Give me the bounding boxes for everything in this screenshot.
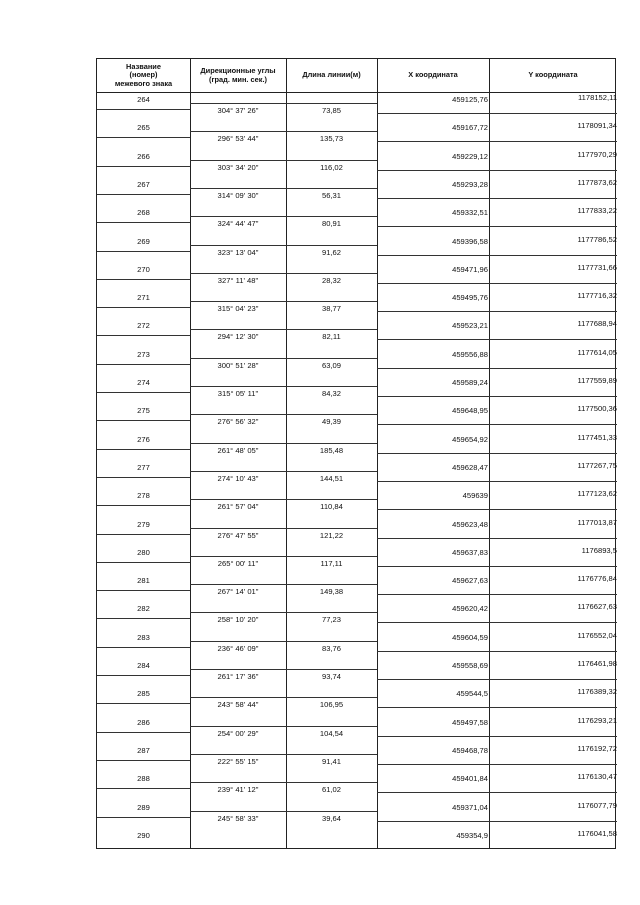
- line-length: 82,11: [322, 332, 341, 342]
- point-name: 281: [137, 576, 150, 586]
- x-coordinate: 459628,47: [452, 462, 488, 472]
- row-divider: [97, 647, 190, 648]
- direction-angle: 296° 53' 44": [217, 134, 259, 144]
- point-name: 270: [137, 264, 150, 274]
- row-divider: [97, 732, 190, 733]
- line-length: 149,38: [319, 587, 344, 597]
- direction-angle: 222° 55' 15": [217, 756, 259, 766]
- row-divider: [190, 471, 377, 472]
- row-divider: [190, 726, 377, 727]
- point-name: 288: [137, 774, 150, 784]
- x-coordinate: 459648,95: [452, 406, 488, 416]
- point-name: 287: [137, 745, 150, 755]
- y-coordinate: 1177267,75: [577, 460, 617, 470]
- row-divider: [97, 222, 190, 223]
- y-coordinate: 1176293,21: [577, 715, 617, 725]
- header-line-length: Длина линии(м): [302, 70, 361, 80]
- x-coordinate: 459167,72: [452, 123, 488, 133]
- x-coordinate: 459396,58: [452, 236, 488, 246]
- row-divider: [97, 335, 190, 336]
- y-coordinate: 1177451,33: [577, 432, 617, 442]
- row-divider: [97, 392, 190, 393]
- y-coordinate: 1176893,5: [581, 545, 617, 555]
- row-divider: [190, 245, 377, 246]
- row-divider: [97, 137, 190, 138]
- line-length: 91,41: [321, 756, 341, 766]
- x-coordinate: 459637,83: [452, 547, 488, 557]
- direction-angle: 303° 34' 20": [217, 162, 259, 172]
- direction-angle: 245° 58' 33": [217, 813, 259, 823]
- y-coordinate: 1177013,87: [577, 517, 617, 527]
- row-divider: [190, 414, 377, 415]
- row-divider: [377, 679, 617, 680]
- direction-angle: 267° 14' 01": [217, 587, 259, 597]
- row-divider: [377, 651, 617, 652]
- point-name: 274: [137, 378, 150, 387]
- direction-angle: 261° 57' 04": [217, 502, 259, 512]
- row-divider: [377, 339, 617, 340]
- point-name: 272: [137, 321, 150, 331]
- x-coordinate: 459471,96: [452, 264, 488, 274]
- line-length: 93,74: [321, 672, 341, 681]
- row-divider: [377, 566, 617, 567]
- y-coordinate: 1177614,05: [577, 347, 617, 357]
- direction-angle: 243° 58' 44": [217, 700, 259, 710]
- point-name: 290: [137, 830, 150, 840]
- row-divider: [97, 817, 190, 818]
- line-length: 83,76: [321, 643, 341, 653]
- line-length: 63,09: [321, 360, 341, 370]
- row-divider: [190, 273, 377, 274]
- direction-angle: 314° 09' 30": [217, 190, 259, 200]
- direction-angle: 258° 10' 20": [217, 615, 259, 625]
- direction-angle: 276° 56' 32": [217, 417, 259, 427]
- y-coordinate: 1177559,89: [577, 376, 617, 385]
- line-length: 61,02: [321, 785, 341, 795]
- y-coordinate: 1176461,98: [577, 659, 617, 668]
- direction-angle: 315° 05' 11": [217, 389, 259, 398]
- line-length: 117,11: [320, 558, 343, 568]
- line-length: 84,32: [321, 389, 341, 398]
- row-divider: [377, 368, 617, 369]
- y-coordinate: 1176130,47: [577, 772, 617, 782]
- row-divider: [377, 311, 617, 312]
- row-divider: [97, 534, 190, 535]
- x-coordinate: 459639: [462, 491, 488, 501]
- direction-angle: 261° 17' 36": [217, 672, 259, 681]
- y-coordinate: 1176776,84: [577, 574, 617, 584]
- row-divider: [377, 481, 617, 482]
- row-divider: [377, 255, 617, 256]
- point-name: 282: [137, 604, 150, 614]
- x-coordinate: 459125,76: [452, 95, 488, 104]
- row-divider: [190, 329, 377, 330]
- x-coordinate: 459623,48: [452, 519, 488, 529]
- row-divider: [190, 584, 377, 585]
- row-divider: [190, 697, 377, 698]
- direction-angle: 236° 46' 09": [217, 643, 259, 653]
- row-divider: [377, 707, 617, 708]
- point-name: 268: [137, 208, 150, 218]
- direction-angle: 265° 00' 11": [217, 558, 259, 568]
- row-divider: [97, 109, 190, 110]
- header-x-coordinate: X координата: [408, 70, 458, 80]
- y-coordinate: 1177970,29: [577, 149, 617, 159]
- y-coordinate: 1177786,52: [577, 234, 617, 244]
- y-coordinate: 1176552,04: [577, 630, 617, 640]
- line-length: 38,77: [321, 304, 341, 314]
- line-length: 185,48: [319, 445, 344, 455]
- x-coordinate: 459627,63: [452, 576, 488, 586]
- row-divider: [97, 505, 190, 506]
- row-divider: [97, 364, 190, 365]
- row-divider: [377, 141, 617, 142]
- line-length: 73,85: [321, 106, 341, 115]
- point-name: 275: [137, 406, 150, 416]
- row-divider: [97, 675, 190, 676]
- row-divider: [377, 594, 617, 595]
- row-divider: [97, 590, 190, 591]
- point-name: 286: [137, 717, 150, 727]
- direction-angle: 261° 48' 05": [217, 445, 259, 455]
- x-coordinate: 459604,59: [452, 632, 488, 642]
- line-length: 49,39: [321, 417, 341, 427]
- point-name: 284: [137, 661, 150, 670]
- row-divider: [377, 113, 617, 114]
- row-divider: [190, 386, 377, 387]
- point-name: 283: [137, 632, 150, 642]
- x-coordinate: 459558,69: [452, 661, 488, 670]
- x-coordinate: 459620,42: [452, 604, 488, 614]
- x-coordinate: 459544,5: [456, 689, 488, 699]
- y-coordinate: 1177716,32: [577, 291, 617, 301]
- y-coordinate: 1176041,58: [577, 828, 617, 838]
- row-divider: [97, 307, 190, 308]
- x-coordinate: 459229,12: [452, 151, 488, 161]
- point-name: 267: [137, 179, 150, 189]
- point-name: 276: [137, 434, 150, 444]
- line-length: 116,02: [320, 162, 343, 172]
- y-coordinate: 1178091,34: [577, 121, 617, 131]
- line-length: 106,95: [319, 700, 344, 710]
- row-divider: [190, 811, 377, 812]
- row-divider: [190, 669, 377, 670]
- row-divider: [97, 279, 190, 280]
- row-divider: [377, 283, 617, 284]
- row-divider: [190, 556, 377, 557]
- header-point-name: Название (номер) межевого знака: [114, 61, 173, 88]
- row-divider: [190, 103, 377, 104]
- line-length: 104,54: [319, 728, 344, 738]
- point-name: 269: [137, 236, 150, 246]
- y-coordinate: 1178152,11: [578, 93, 617, 102]
- line-length: 56,31: [321, 190, 341, 200]
- direction-angle: 323° 13' 04": [217, 247, 259, 257]
- point-name: 266: [137, 151, 150, 161]
- row-divider: [97, 562, 190, 563]
- point-name: 280: [137, 547, 150, 557]
- y-coordinate: 1176077,79: [577, 800, 617, 810]
- y-coordinate: 1176627,63: [577, 602, 617, 612]
- row-divider: [97, 449, 190, 450]
- row-divider: [97, 618, 190, 619]
- point-name: 277: [137, 462, 150, 472]
- point-name: 279: [137, 519, 150, 529]
- row-divider: [190, 782, 377, 783]
- row-divider: [377, 736, 617, 737]
- y-coordinate: 1177688,94: [577, 319, 617, 329]
- row-divider: [377, 170, 617, 171]
- point-name: 273: [137, 349, 150, 359]
- x-coordinate: 459293,28: [452, 179, 488, 189]
- point-name: 265: [137, 123, 150, 133]
- y-coordinate: 1177500,36: [577, 404, 617, 414]
- row-divider: [97, 477, 190, 478]
- row-divider: [377, 792, 617, 793]
- x-coordinate: 459589,24: [452, 378, 488, 387]
- direction-angle: 276° 47' 55": [217, 530, 259, 540]
- y-coordinate: 1177833,22: [577, 206, 617, 216]
- row-divider: [377, 424, 617, 425]
- row-divider: [97, 251, 190, 252]
- row-divider: [377, 821, 617, 822]
- header-direction-angle: Дирекционные углы (град. мин. сек.): [200, 65, 276, 84]
- point-name: 264: [137, 95, 150, 104]
- x-coordinate: 459468,78: [452, 745, 488, 755]
- row-divider: [190, 499, 377, 500]
- x-coordinate: 459332,51: [452, 208, 488, 218]
- y-coordinate: 1177123,62: [577, 489, 617, 499]
- direction-angle: 304° 37' 26": [217, 106, 259, 115]
- y-coordinate: 1177873,62: [577, 177, 617, 187]
- row-divider: [97, 166, 190, 167]
- x-coordinate: 459523,21: [452, 321, 488, 331]
- line-length: 39,64: [321, 813, 341, 823]
- x-coordinate: 459371,04: [452, 802, 488, 812]
- line-length: 28,32: [321, 275, 341, 285]
- direction-angle: 239° 41' 12": [217, 785, 259, 795]
- y-coordinate: 1176192,72: [577, 743, 617, 753]
- row-divider: [190, 754, 377, 755]
- point-name: 289: [137, 802, 150, 812]
- direction-angle: 294° 12' 30": [217, 332, 259, 342]
- y-coordinate: 1177731,66: [577, 262, 617, 272]
- row-divider: [377, 396, 617, 397]
- direction-angle: 324° 44' 47": [217, 219, 259, 229]
- direction-angle: 254° 00' 29": [217, 728, 259, 738]
- x-coordinate: 459354,9: [456, 830, 488, 840]
- x-coordinate: 459495,76: [452, 293, 488, 303]
- row-divider: [377, 538, 617, 539]
- coordinates-table: [96, 58, 616, 849]
- row-divider: [190, 131, 377, 132]
- row-divider: [97, 194, 190, 195]
- line-length: 110,84: [320, 502, 343, 512]
- x-coordinate: 459654,92: [452, 434, 488, 444]
- row-divider: [190, 528, 377, 529]
- row-divider: [377, 509, 617, 510]
- header-y-coordinate: Y координата: [528, 70, 578, 80]
- line-length: 121,22: [319, 530, 344, 540]
- point-name: 285: [137, 689, 150, 699]
- direction-angle: 274° 10' 43": [217, 473, 259, 483]
- x-coordinate: 459556,88: [452, 349, 488, 359]
- row-divider: [97, 703, 190, 704]
- row-divider: [97, 788, 190, 789]
- row-divider: [190, 443, 377, 444]
- row-divider: [377, 453, 617, 454]
- row-divider: [190, 188, 377, 189]
- line-length: 77,23: [321, 615, 341, 625]
- direction-angle: 315° 04' 23": [217, 304, 259, 314]
- row-divider: [377, 198, 617, 199]
- x-coordinate: 459497,58: [452, 717, 488, 727]
- y-coordinate: 1176389,32: [577, 687, 617, 697]
- row-divider: [97, 760, 190, 761]
- line-length: 135,73: [319, 134, 344, 144]
- x-coordinate: 459401,84: [452, 774, 488, 784]
- row-divider: [377, 622, 617, 623]
- row-divider: [97, 420, 190, 421]
- point-name: 278: [137, 491, 150, 501]
- row-divider: [190, 216, 377, 217]
- row-divider: [377, 226, 617, 227]
- row-divider: [190, 641, 377, 642]
- point-name: 271: [137, 293, 150, 303]
- direction-angle: 327° 11' 48": [217, 275, 259, 285]
- line-length: 91,62: [321, 247, 341, 257]
- line-length: 80,91: [321, 219, 341, 229]
- line-length: 144,51: [319, 473, 344, 483]
- row-divider: [190, 358, 377, 359]
- row-divider: [190, 301, 377, 302]
- row-divider: [377, 764, 617, 765]
- row-divider: [190, 160, 377, 161]
- row-divider: [190, 612, 377, 613]
- direction-angle: 300° 51' 28": [217, 360, 259, 370]
